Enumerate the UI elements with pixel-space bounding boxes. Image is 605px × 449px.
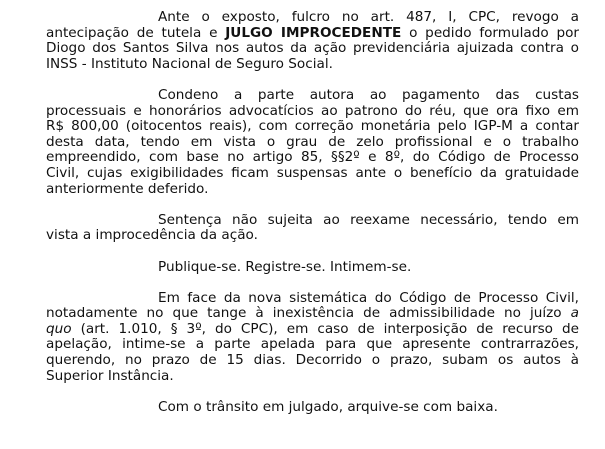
text-line: querendo, no prazo de 15 dias. Decorrido o prazo, subam os autos à	[46, 352, 579, 369]
latin-term: quo	[46, 320, 72, 337]
text-segment: o pedido formulado por	[401, 24, 580, 41]
text-line: INSS - Instituto Nacional de Seguro Social.	[46, 55, 333, 72]
text-line: vista a improcedência da ação.	[46, 227, 258, 244]
text-line: Ante o exposto, fulcro no art. 487, I, CPC, revogo a	[158, 9, 579, 25]
paragraph-publique	[46, 260, 579, 276]
paragraph-reexame	[46, 213, 579, 244]
text-line: Com o trânsito em julgado, arquive-se com baixa.	[158, 398, 498, 415]
text-line: Publique-se. Registre-se. Intimem-se.	[158, 258, 412, 275]
paragraph-dispositivo	[46, 10, 579, 72]
text-line: anteriormente deferido.	[46, 180, 209, 197]
text-segment: (art. 1.010, § 3º, do CPC), em caso de interposição de recurso de	[71, 320, 579, 337]
text-line: Superior Instância.	[46, 367, 174, 384]
paragraph-transito	[46, 400, 579, 416]
latin-term: a	[570, 305, 579, 322]
text-line: R$ 800,00 (oitocentos reais), com correção monetária pelo IGP-M a contar	[46, 118, 579, 135]
text-segment: antecipação de tutela e	[46, 24, 226, 41]
text-line: Civil, cujas exigibilidades ficam suspensas ante o benefício da gratuidade	[46, 164, 579, 181]
text-line	[46, 322, 579, 338]
text-line: Sentença não sujeita ao reexame necessário, tendo em	[158, 211, 579, 228]
text-line	[46, 306, 579, 322]
paragraph-condenacao	[46, 88, 579, 197]
text-line: processuais e honorários advocatícios ao patrono do réu, que ora fixo em	[46, 102, 579, 119]
emphasis-verdict: JULGO IMPROCEDENTE	[225, 24, 402, 41]
text-segment: notadamente no que tange à inexistência de admissibilidade no juízo	[46, 305, 571, 322]
paragraph-recurso	[46, 291, 579, 385]
text-line	[46, 26, 579, 42]
text-line: desta data, tendo em vista o grau de zelo profissional e o trabalho	[46, 133, 579, 150]
text-line: apelação, intime-se a parte apelada para que apresente contrarrazões,	[46, 336, 579, 353]
text-line: empreendido, com base no artigo 85, §§2º e 8º, do Código de Processo	[46, 149, 579, 166]
text-line: Diogo dos Santos Silva nos autos da ação previdenciária ajuizada contra o	[46, 40, 579, 57]
text-line: Condeno a parte autora ao pagamento das custas	[158, 86, 579, 103]
text-line: Em face da nova sistemática do Código de Processo Civil,	[158, 289, 579, 306]
